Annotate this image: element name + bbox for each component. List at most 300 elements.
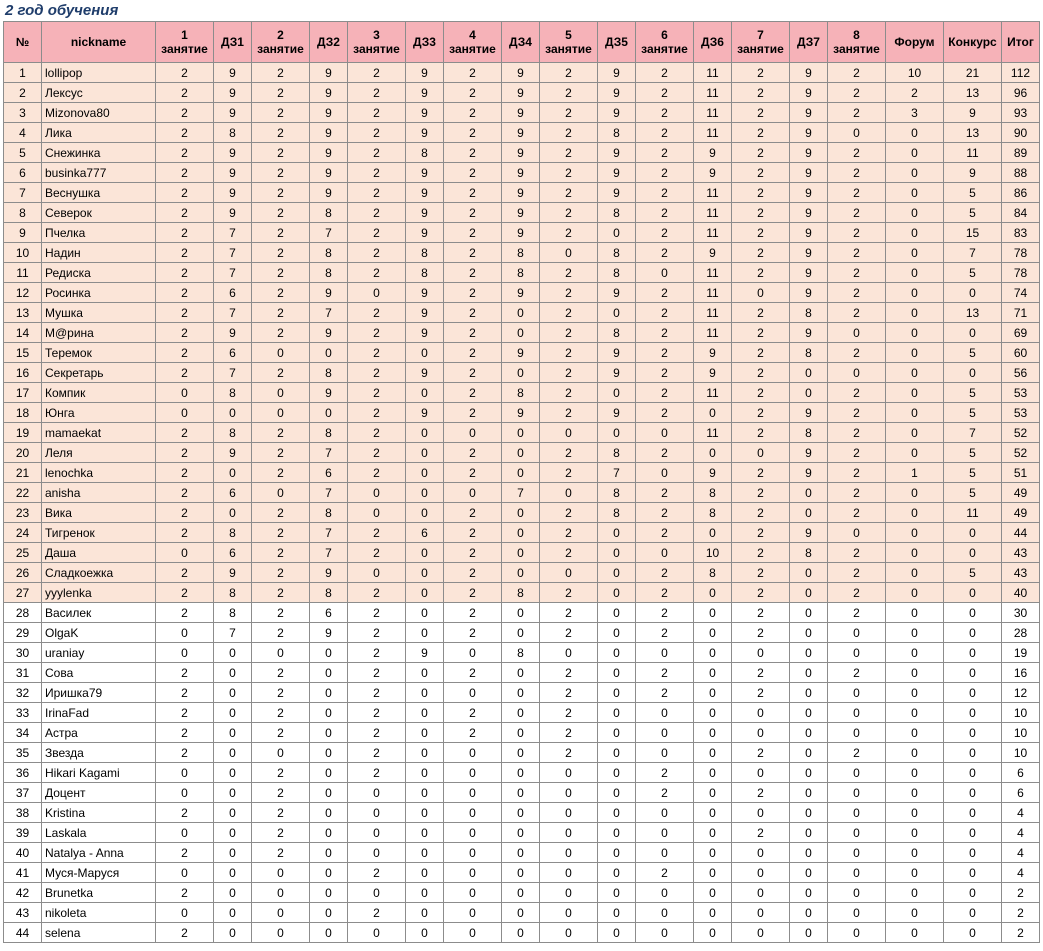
score-cell: 9 [310, 103, 348, 123]
score-cell: 0 [790, 803, 828, 823]
score-cell: 2 [732, 543, 790, 563]
score-cell: 2 [828, 303, 886, 323]
score-cell: 0 [828, 843, 886, 863]
score-cell: 0 [636, 803, 694, 823]
score-cell: 0 [944, 723, 1002, 743]
row-number: 20 [4, 443, 42, 463]
row-number: 1 [4, 63, 42, 83]
score-cell: 0 [444, 903, 502, 923]
score-cell: 2 [252, 683, 310, 703]
score-cell: 0 [598, 683, 636, 703]
score-cell: 7 [944, 423, 1002, 443]
score-cell: 2 [828, 463, 886, 483]
score-cell: 0 [694, 783, 732, 803]
score-cell: 0 [886, 723, 944, 743]
score-cell: 0 [636, 703, 694, 723]
table-row [4, 543, 1040, 563]
score-cell: 11 [694, 423, 732, 443]
score-cell: 7 [214, 303, 252, 323]
score-cell: 0 [598, 223, 636, 243]
score-cell: 9 [790, 183, 828, 203]
table-row [4, 523, 1040, 543]
score-cell: 0 [444, 683, 502, 703]
score-cell: 0 [828, 903, 886, 923]
score-cell: 0 [694, 823, 732, 843]
score-cell: 0 [406, 583, 444, 603]
total-cell: 53 [1002, 403, 1040, 423]
nickname-cell: OlgaK [42, 623, 156, 643]
score-cell: 0 [944, 283, 1002, 303]
score-cell: 0 [502, 563, 540, 583]
score-cell: 9 [790, 243, 828, 263]
score-cell: 6 [214, 343, 252, 363]
score-cell: 7 [214, 263, 252, 283]
score-cell: 8 [502, 383, 540, 403]
score-cell: 2 [156, 603, 214, 623]
score-cell: 0 [406, 603, 444, 623]
score-cell: 0 [406, 423, 444, 443]
score-cell: 2 [156, 463, 214, 483]
score-cell: 0 [502, 623, 540, 643]
score-cell: 9 [406, 123, 444, 143]
score-cell: 0 [732, 763, 790, 783]
total-cell: 51 [1002, 463, 1040, 483]
score-cell: 5 [944, 563, 1002, 583]
score-cell: 2 [252, 623, 310, 643]
score-cell: 0 [444, 883, 502, 903]
column-header: 5 занятие [540, 22, 598, 63]
nickname-cell: Вика [42, 503, 156, 523]
score-cell: 0 [252, 643, 310, 663]
score-cell: 0 [790, 683, 828, 703]
score-cell: 2 [636, 583, 694, 603]
score-cell: 2 [636, 123, 694, 143]
total-cell: 78 [1002, 243, 1040, 263]
score-cell: 0 [886, 403, 944, 423]
score-cell: 0 [214, 743, 252, 763]
score-cell: 0 [944, 323, 1002, 343]
score-cell: 2 [156, 243, 214, 263]
score-cell: 2 [252, 543, 310, 563]
column-header: ДЗ5 [598, 22, 636, 63]
score-cell: 2 [252, 323, 310, 343]
score-cell: 0 [502, 543, 540, 563]
score-cell: 2 [252, 123, 310, 143]
row-number: 4 [4, 123, 42, 143]
total-cell: 88 [1002, 163, 1040, 183]
score-cell: 2 [636, 283, 694, 303]
score-cell: 8 [598, 323, 636, 343]
score-cell: 0 [156, 643, 214, 663]
score-cell: 2 [732, 623, 790, 643]
total-cell: 10 [1002, 723, 1040, 743]
score-cell: 0 [214, 703, 252, 723]
score-cell: 2 [156, 263, 214, 283]
score-cell: 2 [444, 303, 502, 323]
nickname-cell: Иришка79 [42, 683, 156, 703]
score-cell: 2 [540, 363, 598, 383]
score-cell: 2 [732, 483, 790, 503]
score-cell: 2 [444, 663, 502, 683]
score-cell: 9 [502, 343, 540, 363]
score-cell: 0 [252, 343, 310, 363]
score-cell: 2 [156, 683, 214, 703]
score-cell: 2 [348, 443, 406, 463]
row-number: 12 [4, 283, 42, 303]
score-cell: 0 [694, 523, 732, 543]
score-cell: 2 [732, 183, 790, 203]
total-cell: 78 [1002, 263, 1040, 283]
score-cell: 8 [214, 383, 252, 403]
row-number: 18 [4, 403, 42, 423]
score-cell: 7 [310, 303, 348, 323]
score-cell: 0 [348, 563, 406, 583]
row-number: 25 [4, 543, 42, 563]
score-cell: 0 [502, 363, 540, 383]
total-cell: 4 [1002, 863, 1040, 883]
score-cell: 2 [540, 583, 598, 603]
score-cell: 2 [732, 783, 790, 803]
score-cell: 0 [828, 363, 886, 383]
table-row [4, 403, 1040, 423]
score-cell: 0 [540, 483, 598, 503]
score-cell: 9 [502, 203, 540, 223]
score-cell: 0 [406, 543, 444, 563]
score-cell: 2 [732, 203, 790, 223]
table-header [4, 22, 1040, 63]
total-cell: 90 [1002, 123, 1040, 143]
score-cell: 0 [214, 503, 252, 523]
score-cell: 0 [636, 923, 694, 943]
score-cell: 8 [310, 263, 348, 283]
total-cell: 10 [1002, 703, 1040, 723]
column-header: ДЗ2 [310, 22, 348, 63]
score-cell: 0 [406, 443, 444, 463]
score-cell: 0 [944, 363, 1002, 383]
score-cell: 2 [444, 523, 502, 543]
score-cell: 9 [598, 403, 636, 423]
total-cell: 10 [1002, 743, 1040, 763]
score-cell: 2 [540, 463, 598, 483]
nickname-cell: Сова [42, 663, 156, 683]
table-row [4, 503, 1040, 523]
score-cell: 2 [732, 523, 790, 543]
score-cell: 8 [694, 503, 732, 523]
score-cell: 2 [252, 183, 310, 203]
score-cell: 2 [156, 803, 214, 823]
score-cell: 9 [310, 623, 348, 643]
score-cell: 0 [886, 683, 944, 703]
table-row [4, 723, 1040, 743]
score-cell: 0 [156, 403, 214, 423]
score-cell: 8 [310, 363, 348, 383]
score-cell: 5 [944, 463, 1002, 483]
score-cell: 0 [310, 343, 348, 363]
score-cell: 0 [886, 883, 944, 903]
score-cell: 0 [732, 283, 790, 303]
score-cell: 0 [636, 823, 694, 843]
score-cell: 0 [886, 503, 944, 523]
score-cell: 0 [502, 843, 540, 863]
score-cell: 5 [944, 483, 1002, 503]
score-cell: 0 [886, 603, 944, 623]
column-header: ДЗ4 [502, 22, 540, 63]
score-cell: 0 [944, 823, 1002, 843]
score-cell: 0 [732, 443, 790, 463]
score-cell: 11 [694, 383, 732, 403]
score-cell: 0 [502, 763, 540, 783]
score-cell: 8 [502, 643, 540, 663]
score-cell: 8 [790, 303, 828, 323]
row-number: 31 [4, 663, 42, 683]
score-cell: 9 [790, 123, 828, 143]
score-cell: 0 [828, 623, 886, 643]
score-cell: 0 [406, 563, 444, 583]
score-cell: 11 [694, 263, 732, 283]
score-cell: 0 [444, 783, 502, 803]
total-cell: 83 [1002, 223, 1040, 243]
score-cell: 2 [252, 523, 310, 543]
total-cell: 2 [1002, 883, 1040, 903]
score-cell: 11 [694, 203, 732, 223]
score-cell: 9 [598, 343, 636, 363]
score-cell: 0 [944, 743, 1002, 763]
score-cell: 0 [944, 523, 1002, 543]
nickname-cell: Муся-Маруся [42, 863, 156, 883]
score-cell: 2 [540, 623, 598, 643]
nickname-cell: Laskala [42, 823, 156, 843]
score-cell: 7 [214, 623, 252, 643]
total-cell: 56 [1002, 363, 1040, 383]
score-cell: 2 [828, 103, 886, 123]
score-cell: 0 [598, 423, 636, 443]
score-cell: 0 [944, 763, 1002, 783]
score-cell: 8 [598, 203, 636, 223]
score-cell: 0 [156, 863, 214, 883]
score-cell: 0 [252, 483, 310, 503]
score-cell: 9 [598, 163, 636, 183]
nickname-cell: IrinaFad [42, 703, 156, 723]
score-cell: 21 [944, 63, 1002, 83]
score-cell: 7 [310, 443, 348, 463]
table-row [4, 243, 1040, 263]
score-cell: 9 [790, 163, 828, 183]
score-cell: 0 [214, 883, 252, 903]
score-cell: 0 [540, 243, 598, 263]
score-cell: 2 [156, 123, 214, 143]
table-row [4, 203, 1040, 223]
score-cell: 0 [636, 843, 694, 863]
score-cell: 2 [636, 203, 694, 223]
score-cell: 2 [252, 143, 310, 163]
score-cell: 9 [790, 283, 828, 303]
table-row [4, 863, 1040, 883]
table-row [4, 803, 1040, 823]
score-cell: 0 [310, 643, 348, 663]
column-header: 8 занятие [828, 22, 886, 63]
score-cell: 2 [348, 103, 406, 123]
score-cell: 0 [828, 123, 886, 143]
score-cell: 2 [252, 263, 310, 283]
score-cell: 2 [828, 83, 886, 103]
score-cell: 0 [444, 823, 502, 843]
score-cell: 0 [886, 623, 944, 643]
score-cell: 2 [636, 183, 694, 203]
nickname-cell: Звезда [42, 743, 156, 763]
score-cell: 9 [790, 103, 828, 123]
score-cell: 0 [886, 803, 944, 823]
score-cell: 0 [944, 683, 1002, 703]
score-cell: 0 [156, 543, 214, 563]
score-cell: 2 [444, 723, 502, 743]
score-cell: 0 [944, 643, 1002, 663]
score-cell: 2 [252, 443, 310, 463]
score-cell: 7 [214, 243, 252, 263]
score-cell: 0 [828, 323, 886, 343]
score-cell: 2 [348, 343, 406, 363]
score-cell: 2 [828, 263, 886, 283]
score-cell: 0 [598, 763, 636, 783]
score-cell: 0 [598, 783, 636, 803]
nickname-cell: uraniay [42, 643, 156, 663]
score-cell: 0 [790, 383, 828, 403]
score-cell: 2 [156, 503, 214, 523]
score-cell: 2 [540, 263, 598, 283]
score-cell: 9 [406, 103, 444, 123]
score-cell: 2 [636, 223, 694, 243]
row-number: 43 [4, 903, 42, 923]
score-cell: 2 [252, 843, 310, 863]
score-cell: 9 [944, 163, 1002, 183]
score-cell: 9 [310, 383, 348, 403]
column-header: ДЗ3 [406, 22, 444, 63]
nickname-cell: Мушка [42, 303, 156, 323]
table-row [4, 183, 1040, 203]
score-cell: 0 [598, 303, 636, 323]
nickname-cell: selena [42, 923, 156, 943]
column-header: ДЗ7 [790, 22, 828, 63]
table-row [4, 483, 1040, 503]
table-row [4, 423, 1040, 443]
score-cell: 8 [502, 263, 540, 283]
score-cell: 0 [790, 363, 828, 383]
score-cell: 2 [828, 743, 886, 763]
total-cell: 2 [1002, 923, 1040, 943]
score-cell: 5 [944, 263, 1002, 283]
score-cell: 2 [732, 383, 790, 403]
total-cell: 6 [1002, 763, 1040, 783]
score-cell: 0 [502, 743, 540, 763]
score-cell: 2 [252, 283, 310, 303]
score-cell: 0 [886, 903, 944, 923]
row-number: 2 [4, 83, 42, 103]
score-cell: 2 [732, 563, 790, 583]
score-cell: 2 [732, 83, 790, 103]
score-cell: 7 [214, 223, 252, 243]
score-cell: 2 [540, 443, 598, 463]
nickname-cell: Доцент [42, 783, 156, 803]
score-cell: 2 [444, 603, 502, 623]
score-cell: 0 [598, 863, 636, 883]
score-cell: 0 [694, 443, 732, 463]
score-cell: 2 [828, 403, 886, 423]
score-cell: 9 [310, 83, 348, 103]
score-cell: 0 [406, 823, 444, 843]
table-row [4, 763, 1040, 783]
score-cell: 0 [348, 783, 406, 803]
score-cell: 2 [444, 163, 502, 183]
score-cell: 3 [886, 103, 944, 123]
total-cell: 53 [1002, 383, 1040, 403]
score-cell: 0 [828, 723, 886, 743]
score-cell: 2 [540, 603, 598, 623]
score-cell: 6 [214, 483, 252, 503]
score-cell: 2 [156, 183, 214, 203]
score-cell: 0 [310, 403, 348, 423]
nickname-cell: Юнга [42, 403, 156, 423]
score-cell: 8 [310, 203, 348, 223]
score-cell: 0 [598, 743, 636, 763]
score-cell: 0 [944, 623, 1002, 643]
score-cell: 0 [444, 863, 502, 883]
score-cell: 0 [252, 883, 310, 903]
score-cell: 2 [348, 763, 406, 783]
score-cell: 0 [310, 703, 348, 723]
total-cell: 12 [1002, 683, 1040, 703]
table-row [4, 623, 1040, 643]
score-cell: 2 [540, 103, 598, 123]
score-cell: 8 [310, 583, 348, 603]
score-cell: 2 [348, 83, 406, 103]
score-cell: 2 [828, 443, 886, 463]
score-cell: 2 [636, 403, 694, 423]
score-cell: 8 [790, 423, 828, 443]
score-cell: 0 [348, 923, 406, 943]
score-cell: 0 [444, 843, 502, 863]
score-cell: 0 [540, 803, 598, 823]
score-cell: 2 [156, 163, 214, 183]
score-cell: 5 [944, 403, 1002, 423]
score-cell: 2 [156, 83, 214, 103]
score-cell: 9 [598, 63, 636, 83]
score-cell: 0 [444, 743, 502, 763]
total-cell: 52 [1002, 423, 1040, 443]
score-cell: 9 [694, 463, 732, 483]
score-cell: 0 [156, 623, 214, 643]
nickname-cell: Natalya - Anna [42, 843, 156, 863]
score-cell: 0 [444, 423, 502, 443]
column-header: 6 занятие [636, 22, 694, 63]
score-cell: 8 [694, 563, 732, 583]
score-cell: 0 [694, 743, 732, 763]
score-cell: 0 [732, 843, 790, 863]
score-cell: 2 [444, 463, 502, 483]
total-cell: 4 [1002, 803, 1040, 823]
score-cell: 9 [214, 103, 252, 123]
score-cell: 0 [444, 923, 502, 943]
score-cell: 2 [636, 523, 694, 543]
score-cell: 8 [694, 483, 732, 503]
score-cell: 0 [156, 783, 214, 803]
score-cell: 2 [636, 503, 694, 523]
score-cell: 2 [732, 823, 790, 843]
score-cell: 0 [694, 603, 732, 623]
score-cell: 0 [502, 323, 540, 343]
nickname-cell: businka777 [42, 163, 156, 183]
score-cell: 2 [828, 503, 886, 523]
score-cell: 0 [502, 903, 540, 923]
row-number: 16 [4, 363, 42, 383]
